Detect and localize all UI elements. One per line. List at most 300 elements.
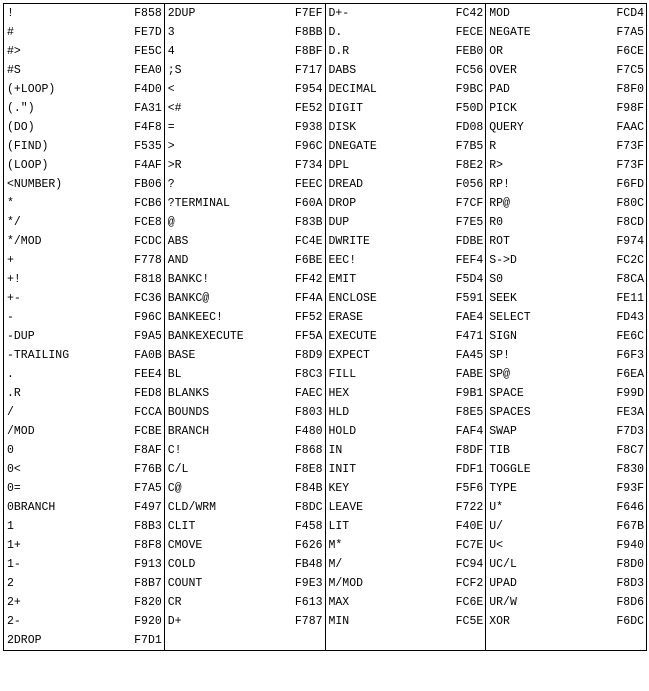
word-name: * — [7, 197, 14, 210]
word-name: # — [7, 26, 14, 39]
word-address: F7A5 — [616, 26, 644, 39]
word-cell — [164, 384, 325, 403]
word-address: FC56 — [455, 64, 484, 77]
word-cell — [164, 251, 325, 270]
word-cell — [486, 536, 647, 555]
word-cell — [164, 403, 325, 422]
word-name: BANKC! — [167, 273, 210, 286]
word-address: F96C — [134, 311, 162, 324]
word-address: F6BE — [294, 254, 323, 267]
table-row — [4, 536, 647, 555]
word-name: DISK — [328, 121, 357, 134]
word-cell — [325, 441, 486, 460]
word-address: F497 — [134, 501, 162, 514]
word-name: IN — [328, 444, 343, 457]
table-row — [4, 441, 647, 460]
word-cell — [164, 612, 325, 631]
word-name: > — [167, 140, 175, 153]
word-name: RP! — [489, 178, 510, 191]
word-cell — [486, 80, 647, 99]
word-address: FB06 — [134, 178, 162, 191]
word-name: UPAD — [489, 577, 517, 590]
word-name: BASE — [167, 349, 196, 362]
word-address: FCD4 — [616, 7, 644, 20]
word-name: D+- — [328, 7, 350, 20]
word-address: FEEC — [294, 178, 323, 191]
word-cell — [486, 61, 647, 80]
word-name: -DUP — [7, 330, 35, 343]
word-name: + — [7, 254, 14, 267]
word-name: UC/L — [489, 558, 517, 571]
table-row — [4, 384, 647, 403]
word-name: SIGN — [489, 330, 517, 343]
word-name: BANKEEC! — [167, 311, 223, 324]
word-name: FILL — [328, 368, 357, 381]
word-address: FCB6 — [134, 197, 162, 210]
word-name: DPL — [328, 159, 350, 172]
table-row — [4, 308, 647, 327]
word-cell — [164, 4, 325, 24]
word-cell — [325, 517, 486, 536]
word-name: D+ — [167, 615, 182, 628]
word-name: C@ — [167, 482, 182, 495]
word-address: F7D1 — [134, 634, 162, 647]
table-row — [4, 365, 647, 384]
word-address: FDF1 — [455, 463, 484, 476]
word-address: F8C3 — [294, 368, 323, 381]
word-cell — [325, 156, 486, 175]
word-address: FAE4 — [455, 311, 484, 324]
table-row — [4, 156, 647, 175]
word-name: /MOD — [7, 425, 35, 438]
word-cell — [486, 346, 647, 365]
forth-word-address-table — [3, 3, 646, 651]
word-address: F8CD — [616, 216, 644, 229]
word-address: FCF2 — [455, 577, 484, 590]
word-name: DECIMAL — [328, 83, 377, 96]
word-cell — [325, 384, 486, 403]
word-cell — [4, 213, 165, 232]
word-name: M* — [328, 539, 343, 552]
word-name: SELECT — [489, 311, 531, 324]
word-name: MOD — [489, 7, 510, 20]
word-name: 2- — [7, 615, 21, 628]
word-cell — [325, 4, 486, 24]
word-cell — [325, 631, 486, 651]
word-address: FF42 — [294, 273, 323, 286]
word-cell — [486, 42, 647, 61]
word-name: TOGGLE — [489, 463, 531, 476]
word-cell — [164, 517, 325, 536]
word-address: F50D — [455, 102, 484, 115]
word-name: #S — [7, 64, 21, 77]
word-name: C/L — [167, 463, 189, 476]
word-cell — [164, 593, 325, 612]
word-address: F803 — [294, 406, 323, 419]
word-cell — [325, 574, 486, 593]
word-cell — [325, 308, 486, 327]
word-name: OR — [489, 45, 504, 58]
word-name: S->D — [489, 254, 517, 267]
word-name: PICK — [489, 102, 517, 115]
word-name: COLD — [167, 558, 196, 571]
word-address: F80C — [616, 197, 644, 210]
word-name: 1 — [7, 520, 14, 533]
word-address: FEB0 — [455, 45, 484, 58]
word-name: NEGATE — [489, 26, 531, 39]
word-name: TYPE — [489, 482, 517, 495]
word-name: CLIT — [167, 520, 196, 533]
word-address: F626 — [294, 539, 323, 552]
word-cell — [4, 232, 165, 251]
table-row — [4, 80, 647, 99]
word-address: F9E3 — [294, 577, 323, 590]
word-name: - — [7, 311, 14, 324]
word-address: F5F6 — [455, 482, 484, 495]
word-name: <NUMBER) — [7, 178, 63, 191]
word-address: FEF4 — [455, 254, 484, 267]
word-name: 2DROP — [7, 634, 42, 647]
word-address: FCDC — [134, 235, 162, 248]
word-name: D. — [328, 26, 343, 39]
word-name: SEEK — [489, 292, 517, 305]
table-row — [4, 4, 647, 24]
word-name: (FIND) — [7, 140, 49, 153]
word-name: -TRAILING — [7, 349, 70, 362]
table-row — [4, 498, 647, 517]
word-name: 2 — [7, 577, 14, 590]
word-address: F8D9 — [294, 349, 323, 362]
word-address: F6CE — [616, 45, 644, 58]
word-address: F8D6 — [616, 596, 644, 609]
table-row — [4, 479, 647, 498]
word-cell — [486, 574, 647, 593]
word-cell — [164, 365, 325, 384]
word-address: F9BC — [455, 83, 484, 96]
word-name: / — [7, 406, 14, 419]
table-row — [4, 574, 647, 593]
table-row — [4, 517, 647, 536]
word-name: ;S — [167, 64, 182, 77]
word-cell — [486, 270, 647, 289]
word-name: ?TERMINAL — [167, 197, 230, 210]
word-name: AND — [167, 254, 189, 267]
word-cell — [4, 308, 165, 327]
word-cell — [325, 99, 486, 118]
word-address: F4D0 — [134, 83, 162, 96]
word-cell — [4, 460, 165, 479]
word-address: F787 — [294, 615, 323, 628]
word-name: INIT — [328, 463, 357, 476]
word-name: EXPECT — [328, 349, 370, 362]
word-name: M/MOD — [328, 577, 364, 590]
word-address: F8CA — [616, 273, 644, 286]
word-name: BANKEXECUTE — [167, 330, 244, 343]
word-name: SPACE — [489, 387, 524, 400]
word-name: 2+ — [7, 596, 21, 609]
word-name: SP@ — [489, 368, 510, 381]
table-row — [4, 346, 647, 365]
word-cell — [4, 365, 165, 384]
word-address: FDBE — [455, 235, 484, 248]
word-name: BOUNDS — [167, 406, 210, 419]
word-cell — [325, 80, 486, 99]
word-cell — [164, 194, 325, 213]
word-name: 4 — [167, 45, 175, 58]
word-cell — [325, 270, 486, 289]
word-address: F8F8 — [134, 539, 162, 552]
word-address: FE6C — [616, 330, 644, 343]
word-cell — [164, 555, 325, 574]
word-cell — [486, 517, 647, 536]
word-name: EMIT — [328, 273, 357, 286]
word-address: FEE4 — [134, 368, 162, 381]
word-address: F458 — [294, 520, 323, 533]
word-name: .R — [7, 387, 21, 400]
word-cell — [325, 403, 486, 422]
word-address: F734 — [294, 159, 323, 172]
word-address: FF4A — [294, 292, 323, 305]
word-address: FA31 — [134, 102, 162, 115]
word-address: FECE — [455, 26, 484, 39]
word-name: CLD/WRM — [167, 501, 217, 514]
word-address: FC7E — [455, 539, 484, 552]
word-address: FABE — [455, 368, 484, 381]
word-address: F613 — [294, 596, 323, 609]
word-address: F858 — [134, 7, 162, 20]
word-name: R> — [489, 159, 504, 172]
word-cell — [486, 289, 647, 308]
word-cell — [486, 612, 647, 631]
word-cell — [486, 460, 647, 479]
word-address: FC94 — [455, 558, 484, 571]
word-address: FD43 — [616, 311, 644, 324]
word-address: F8D0 — [616, 558, 644, 571]
word-address: FA45 — [455, 349, 484, 362]
word-address: FC5E — [455, 615, 484, 628]
word-name: R0 — [489, 216, 504, 229]
table-row — [4, 194, 647, 213]
word-name: D.R — [328, 45, 350, 58]
table-row — [4, 593, 647, 612]
word-name: */MOD — [7, 235, 42, 248]
word-address: F471 — [455, 330, 484, 343]
word-cell — [486, 4, 647, 24]
glossary-rows — [4, 4, 647, 651]
word-name: HOLD — [328, 425, 357, 438]
table-row — [4, 61, 647, 80]
word-name: +- — [7, 292, 21, 305]
word-name: <# — [167, 102, 182, 115]
word-cell — [4, 517, 165, 536]
word-name: >R — [167, 159, 182, 172]
word-cell — [486, 593, 647, 612]
word-address: FAAC — [616, 121, 644, 134]
word-name: ROT — [489, 235, 510, 248]
word-address: F40E — [455, 520, 484, 533]
table-row — [4, 251, 647, 270]
word-cell — [164, 213, 325, 232]
word-cell — [4, 631, 165, 651]
word-address: FAEC — [294, 387, 323, 400]
word-cell — [325, 251, 486, 270]
word-cell — [486, 308, 647, 327]
word-cell — [4, 251, 165, 270]
word-address: F83B — [294, 216, 323, 229]
word-cell — [164, 99, 325, 118]
word-address: F7CF — [455, 197, 484, 210]
word-name: DUP — [328, 216, 350, 229]
word-name: SPACES — [489, 406, 531, 419]
word-cell — [164, 460, 325, 479]
word-cell — [325, 175, 486, 194]
word-name: U/ — [489, 520, 504, 533]
word-name: DABS — [328, 64, 357, 77]
word-cell — [164, 574, 325, 593]
word-cell — [325, 137, 486, 156]
word-cell — [486, 137, 647, 156]
word-address: F7D3 — [616, 425, 644, 438]
table-row — [4, 555, 647, 574]
word-address: FE52 — [294, 102, 323, 115]
word-address: F8BF — [294, 45, 323, 58]
word-cell — [486, 175, 647, 194]
word-name: ? — [167, 178, 175, 191]
word-cell — [486, 118, 647, 137]
word-address: F8DF — [455, 444, 484, 457]
word-cell — [486, 403, 647, 422]
word-address: F8B3 — [134, 520, 162, 533]
word-address: F73F — [616, 140, 644, 153]
word-cell — [164, 479, 325, 498]
word-name: UR/W — [489, 596, 517, 609]
word-name: BANKC@ — [167, 292, 210, 305]
word-address: F4F8 — [134, 121, 162, 134]
word-name: MIN — [328, 615, 350, 628]
word-name: MAX — [328, 596, 350, 609]
word-cell — [325, 346, 486, 365]
word-cell — [486, 213, 647, 232]
word-name: ! — [7, 7, 14, 20]
word-name: DREAD — [328, 178, 364, 191]
word-address: F818 — [134, 273, 162, 286]
word-address: F8DC — [294, 501, 323, 514]
word-cell — [164, 137, 325, 156]
word-address: F920 — [134, 615, 162, 628]
word-cell — [486, 232, 647, 251]
word-address: F820 — [134, 596, 162, 609]
table-row — [4, 175, 647, 194]
table-row — [4, 460, 647, 479]
word-cell — [164, 61, 325, 80]
word-cell — [164, 289, 325, 308]
word-address: FAF4 — [455, 425, 484, 438]
word-name: DROP — [328, 197, 357, 210]
word-name: LEAVE — [328, 501, 364, 514]
word-cell — [486, 441, 647, 460]
word-cell — [325, 289, 486, 308]
word-address: F98F — [616, 102, 644, 115]
word-cell — [4, 479, 165, 498]
word-address: FE5C — [134, 45, 162, 58]
word-name: HLD — [328, 406, 350, 419]
word-name: DIGIT — [328, 102, 364, 115]
word-address: FC36 — [134, 292, 162, 305]
word-name: CMOVE — [167, 539, 203, 552]
word-cell — [164, 175, 325, 194]
table-row — [4, 42, 647, 61]
word-address: F6DC — [616, 615, 644, 628]
word-cell — [4, 441, 165, 460]
word-address: F646 — [616, 501, 644, 514]
word-cell — [4, 99, 165, 118]
word-address: F938 — [294, 121, 323, 134]
word-cell — [4, 42, 165, 61]
word-name: DWRITE — [328, 235, 370, 248]
table-row — [4, 631, 647, 651]
word-cell — [164, 42, 325, 61]
word-cell — [4, 422, 165, 441]
word-cell — [164, 346, 325, 365]
word-address: F954 — [294, 83, 323, 96]
word-address: F7B5 — [455, 140, 484, 153]
word-address: F535 — [134, 140, 162, 153]
word-address: F8AF — [134, 444, 162, 457]
word-address: FCE8 — [134, 216, 162, 229]
word-address: FE11 — [616, 292, 644, 305]
word-cell — [164, 441, 325, 460]
word-cell — [325, 422, 486, 441]
word-cell — [4, 593, 165, 612]
word-address: F940 — [616, 539, 644, 552]
word-address: F96C — [294, 140, 323, 153]
word-address: F7C5 — [616, 64, 644, 77]
word-address: F778 — [134, 254, 162, 267]
word-address: F7EF — [294, 7, 323, 20]
word-cell — [4, 175, 165, 194]
word-address: FF52 — [294, 311, 323, 324]
word-cell — [164, 536, 325, 555]
word-name: */ — [7, 216, 21, 229]
word-name: = — [167, 121, 175, 134]
word-address: FCBE — [134, 425, 162, 438]
word-cell — [325, 23, 486, 42]
word-name: (DO) — [7, 121, 35, 134]
word-address: FC6E — [455, 596, 484, 609]
word-address: F8E2 — [455, 159, 484, 172]
word-cell — [164, 270, 325, 289]
table-row — [4, 612, 647, 631]
word-cell — [486, 365, 647, 384]
word-name: CR — [167, 596, 182, 609]
word-name: KEY — [328, 482, 350, 495]
word-address: F913 — [134, 558, 162, 571]
word-address: F8E5 — [455, 406, 484, 419]
word-cell — [325, 536, 486, 555]
word-address: F8C7 — [616, 444, 644, 457]
word-address: F830 — [616, 463, 644, 476]
word-address: FD08 — [455, 121, 484, 134]
word-name: . — [7, 368, 14, 381]
word-address: FC4E — [294, 235, 323, 248]
word-cell — [325, 61, 486, 80]
word-address: F056 — [455, 178, 484, 191]
word-cell — [486, 99, 647, 118]
word-name: < — [167, 83, 175, 96]
word-name: C! — [167, 444, 182, 457]
word-name: 3 — [167, 26, 175, 39]
word-address: F8BB — [294, 26, 323, 39]
